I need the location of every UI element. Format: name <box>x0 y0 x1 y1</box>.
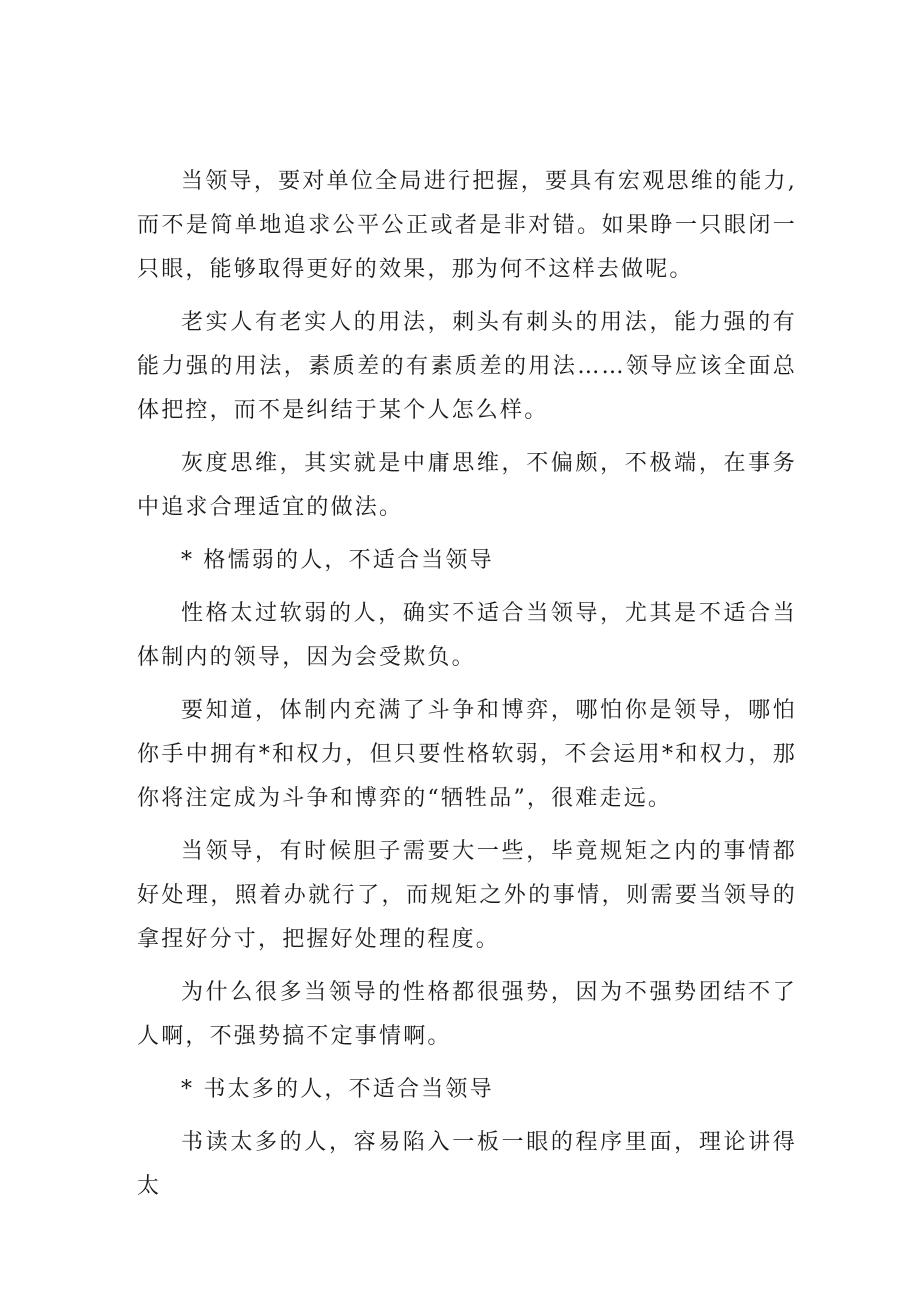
paragraph-8: 书读太多的人，容易陷入一板一眼的程序里面，理论讲得太 <box>137 1130 797 1199</box>
document-body <box>137 160 797 1218</box>
section-heading-2: * 书太多的人，不适合当领导 <box>181 1077 494 1102</box>
paragraph-6: 当领导，有时候胆子需要大一些，毕竟规矩之内的事情都好处理，照着办就行了，而规矩之外的事情，则需要当领导的拿捏好分寸，把握好处理的程度。 <box>137 839 797 952</box>
paragraph-1: 当领导，要对单位全局进行把握，要具有宏观思维的能力,而不是简单地追求公平公正或者是非对错。如果睁一只眼闭一只眼，能够取得更好的效果，那为何不这样去做呢。 <box>137 169 797 282</box>
paragraph-3: 灰度思维，其实就是中庸思维，不偏颇，不极端，在事务中追求合理适宜的做法。 <box>137 451 797 520</box>
paragraph-2: 老实人有老实人的用法，刺头有刺头的用法，能力强的有能力强的用法，素质差的有素质差的用法……领导应该全面总体把控，而不是纠结于某个人怎么样。 <box>137 310 797 423</box>
paragraph-7: 为什么很多当领导的性格都很强势，因为不强势团结不了人啊，不强势搞不定事情啊。 <box>137 980 797 1049</box>
paragraph-5: 要知道，体制内充满了斗争和博弈，哪怕你是领导，哪怕你手中拥有*和权力，但只要性格软弱，不会运用*和权力，那你将注定成为斗争和博弈的“牺牲品”，很难走远。 <box>137 698 797 811</box>
paragraph-4: 性格太过软弱的人，确实不适合当领导，尤其是不适合当体制内的领导，因为会受欺负。 <box>137 601 797 670</box>
section-heading-1: * 格懦弱的人，不适合当领导 <box>181 548 494 573</box>
